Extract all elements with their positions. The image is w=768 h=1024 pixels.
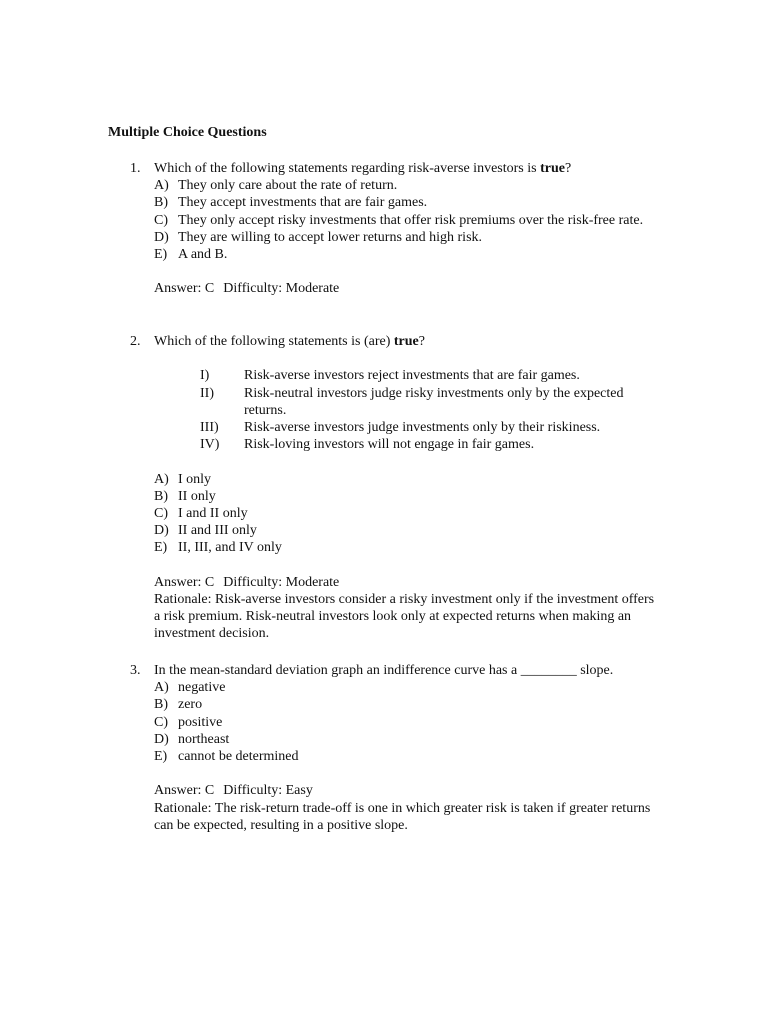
answer-text: Answer: C [154,281,215,297]
stem-emphasis: true [540,161,565,176]
option-letter: E) [154,749,168,765]
option-b [154,488,670,505]
statement-number: III) [200,420,219,435]
statement-text: Risk-averse investors reject investments that are fair games. [244,368,580,384]
statement-item [200,385,670,419]
option-text: They only care about the rate of return. [178,178,398,194]
option-letter: E) [154,540,168,556]
stem-text: Which of the following statements is (are) [154,334,394,349]
option-a [154,177,670,194]
option-e [154,246,670,263]
option-c [154,212,670,229]
option-b [154,696,670,713]
option-list [154,471,670,643]
option-text: They accept investments that are fair games. [178,195,428,211]
question-number: 2. [130,334,141,349]
option-a [154,471,670,488]
stem-emphasis: true [393,334,419,349]
option-text: I only [178,471,212,487]
option-a [154,679,670,696]
option-c [154,505,670,522]
question-number: 1. [130,161,141,176]
option-text: northeast [178,731,230,747]
answer-text: Answer: C [154,574,215,590]
option-text: cannot be determined [178,749,299,765]
option-letter: D) [154,229,169,245]
option-text: A and B. [178,247,228,263]
question-text [154,333,670,350]
difficulty-text: Difficulty: Moderate [223,574,340,590]
statement-number: II) [200,385,214,401]
option-text: positive [178,714,223,730]
question-text: In the mean-standard deviation graph an indifference curve has a ________ slope. [154,663,614,678]
section-heading: Multiple Choice Questions [108,125,267,140]
stem-text: Which of the following statements regarding risk-averse investors is [154,161,541,176]
statement-item [200,436,670,453]
statement-text: Risk-loving investors will not engage in fair games. [244,437,535,453]
question-stem [130,160,670,177]
statement-text: Risk-neutral investors judge risky investments only by the expected returns. [244,385,624,418]
option-letter: A) [154,178,169,194]
option-b [154,194,670,211]
rationale-text: Rationale: Risk-averse investors consider a risky investment only if the investment offers a risk premium. Risk-neutral investors look only at expected returns when making an investment decision. [154,592,655,642]
rationale-text: Rationale: The risk-return trade-off is one in which greater risk is taken if greater returns can be expected, resulting in a positive slope. [154,800,651,833]
option-letter: C) [154,714,168,730]
option-letter: A) [154,680,169,696]
option-letter: B) [154,488,168,504]
answer-line [154,574,670,591]
question-stem [130,333,670,350]
option-d [154,731,670,748]
statement-number: I) [200,368,210,384]
option-letter: A) [154,471,169,487]
option-letter: D) [154,731,169,747]
option-letter: C) [154,212,168,228]
option-text: negative [178,680,226,696]
option-letter: B) [154,697,168,713]
answer-line [154,782,670,799]
stem-end: ? [564,161,572,176]
option-text: They only accept risky investments that offer risk premiums over the risk-free rate. [178,212,644,228]
option-list [154,679,670,834]
statement-item [200,419,670,436]
statement-item [200,367,670,384]
question-1 [130,160,670,298]
question-3 [130,662,670,834]
option-letter: B) [154,195,168,211]
option-letter: C) [154,506,168,521]
question-2 [130,333,670,643]
question-text [154,160,670,177]
option-text: They are willing to accept lower returns and high risk. [178,229,483,245]
option-list [154,177,670,297]
question-number: 3. [130,663,141,678]
question-stem [130,662,670,679]
option-text: II, III, and IV only [178,540,282,556]
option-d [154,522,670,539]
difficulty-text: Difficulty: Easy [223,783,313,799]
option-text: II and III only [178,523,257,539]
option-text: zero [178,697,203,713]
statement-text: Risk-averse investors judge investments only by their riskiness. [244,420,601,435]
answer-text: Answer: C [154,783,215,799]
answer-line [154,280,670,297]
statement-list [130,367,670,453]
option-e [154,539,670,556]
option-letter: E) [154,247,168,263]
stem-end: ? [418,334,425,349]
option-c [154,714,670,731]
option-letter: D) [154,523,169,539]
option-e [154,748,670,765]
statement-number: IV) [200,437,220,453]
difficulty-text: Difficulty: Moderate [223,281,340,297]
option-text: II only [178,488,216,504]
option-text: I and II only [178,506,248,521]
option-d [154,229,670,246]
